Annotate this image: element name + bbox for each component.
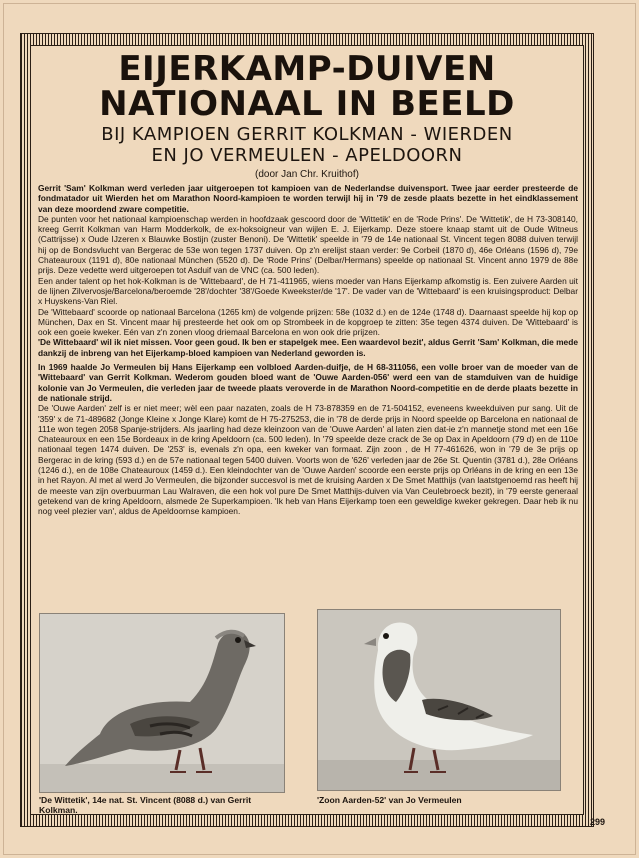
pigeon-photo-icon [40,614,284,792]
article-title [31,49,583,124]
body-paragraph: De 'Wittebaard' scoorde op nationaal Barcelona (1265 km) de volgende prijzen: 58e (1032 d.) en de 124e (1748 d). Daarnaast speelde hij kop op München, Dax en St. Vincent maar hij presteerde het ook om op Strombeek in de kopgroep te zitten: 35e tegen 4374 duiven. De 'Wittebaard' is ook een goeie kweker. Eén van z'n zonen vloog driemaal Barcelona en won ook drie prijzen. [38,306,578,338]
article-body [31,183,583,517]
subtitle-line-1: BIJ KAMPIOEN GERRIT KOLKMAN - WIERDEN [101,124,513,145]
photo-caption-left: 'De Wittetik', 14e nat. St. Vincent (8088 d.) van Gerrit Kolkman. [39,795,252,815]
pigeon-photo-wittetik [39,613,285,793]
byline: (door Jan Chr. Kruithof) [255,169,359,180]
pigeon-photo-icon [318,610,560,790]
second-intro-paragraph: In 1969 haalde Jo Vermeulen bij Hans Eijerkamp een volbloed Aarden-duifje, de H 68-311056, een volle broer van de moeder van de 'Wittebaard' van Gerrit Kolkman. Wederom gouden bloed want de 'Ouwe Aarden-056' werd een van de stamduiven van de huidige kolonie van Jo Vermeulen, die verleden jaar de tweede plaats veroverde in de Marathon Noord-competitie en de derde plaats bezette in de nationale strijd. [38,362,578,403]
article-subtitle [31,124,583,166]
body-paragraph: De punten voor het nationaal kampioenschap werden in hoofdzaak gescoord door de 'Wittetik' en de 'Rode Prins'. De 'Wittetik', de H 73-308140, kreeg Gerrit Kolkman van Harm Modderkolk, de ex-hoksoigneur van wijlen E. J. Eijerkamp. Deze stoere knaap stamt uit de Oude Witneus (Cattrijsse) x Oude IJzeren x Blauwke Bostijn (zuster Benoni). De 'Wittetik' speelde in '79 de 14e nationaal St. Vincent tegen 8088 duiven terwijl hij op de Bondsvlucht van Bergerac de 53e won tegen 1737 duiven. Op z'n erelijst staan verder: 9e Corbeil (1870 d), 46e Orléans (1596 d), 79e Chateauroux (1191 d), 80e nationaal München (5520 d). De 'Rode Prins' (Delbar/Hermans) speelde op nationaal St. Vincent anno 1979 de 88e prijs. Deze vedette werd uitgeroepen tot Asduif van de VNC (ca. 500 leden). [38,213,578,276]
article-content [30,45,584,815]
subtitle-line-2: EN JO VERMEULEN - APELDOORN [151,145,463,166]
title-line-1: EIJERKAMP-DUIVEN [118,49,496,89]
photo-caption-right: 'Zoon Aarden-52' van Jo Vermeulen [317,795,462,805]
pigeon-photo-zoon-aarden [317,609,561,791]
photo-section [39,609,575,814]
body-paragraph: Een ander talent op het hok-Kolkman is de 'Wittebaard', de H 71-411965, wiens moeder van Hans Eijerkamp afkomstig is. Een zuivere Aarden uit de lijnen Zilvervosje/Barcelona/beroemde '28'/dochter '38'/Goede Kweekster/de '17'. De vader van de 'Wittebaard' is een kruisingsproduct: Delbar x Huyskens-Van Riel. [38,275,578,307]
page-number: 299 [590,817,606,827]
body-paragraph: De 'Ouwe Aarden' zelf is er niet meer; wèl een paar nazaten, zoals de H 73-878359 en de 71-504152, eveneens kweekduiven pur sang. Uit de '359' x de 71-489682 (Jonge Kleine x Jonge Klare) komt de H 75-275253, die in '78 de derde prijs in Noord speelde op Barcelona en nationaal de 111e won tegen 2058 Spanje-strijders. Als jaarling had deze kleinzoon van de 'Ouwe Aarden' al laten zien dat-ie z'n mannetje stond met een 16e Chateauroux en een 15e Bordeaux in de kring Apeldoorn (ca. 500 leden). In '79 speelde deze crack de 3e op Dax in Apeldoorn (79 d) en de 110e nationaal tegen 1474 duiven. De '253' is, evenals z'n opa, een kweker van formaat. Zijn zoon , de H 77-461626, won in '79 de 3e prijs op Bergerac in de kring (593 d.) en de 57e nationaal tegen 5400 duiven. Voorts won de '626' verleden jaar de 26e St. Quentin (3781 d.), 28e Orléans (1246 d.), en de 108e Chateauroux (1459 d.). Een kleindochter van de 'Ouwe Aarden' scoorde een eerste prijs op Orléans in de kring en een 13e in het Rayon. Al met al werd Jo Vermeulen, die bijzonder succesvol is met de kruising Aarden x De Smet Matthijs (van laatstgenoemd ras heeft hij de meeste van zijn overbuurman Lau Walraven, die een hok vol pure De Smet Matthijs-duiven via Van Ceulebroeck bezit), in '79 eerste generaal getekend van de kring Apeldoorn, alsmede 2e Superkampioen. 'Ik heb van Hans Eijerkamp toen een geweldige kweker gekregen. Daar heb ik nu nog veel plezier van', aldus de Apeldoornse kampioen. [38,403,578,517]
intro-paragraph: Gerrit 'Sam' Kolkman werd verleden jaar uitgeroepen tot kampioen van de Nederlandse duivensport. Twee jaar eerder presteerde de fondmatador uit Wierden het om Marathon Noord-kampioen te worden terwijl hij in '79 de zesde plaats bezette in het eindklassement van deze moordend zware competitie. [38,183,578,214]
quote-paragraph: 'De Wittebaard' wil ik niet missen. Voor geen goud. Ik ben er stapelgek mee. Een waardevol bezit', aldus Gerrit 'Sam' Kolkman, die mede dankzij de inbreng van het Eijerkamp-bloed kampioen van Nederland geworden is. [38,337,578,358]
title-line-2: NATIONAAL IN BEELD [99,84,515,124]
